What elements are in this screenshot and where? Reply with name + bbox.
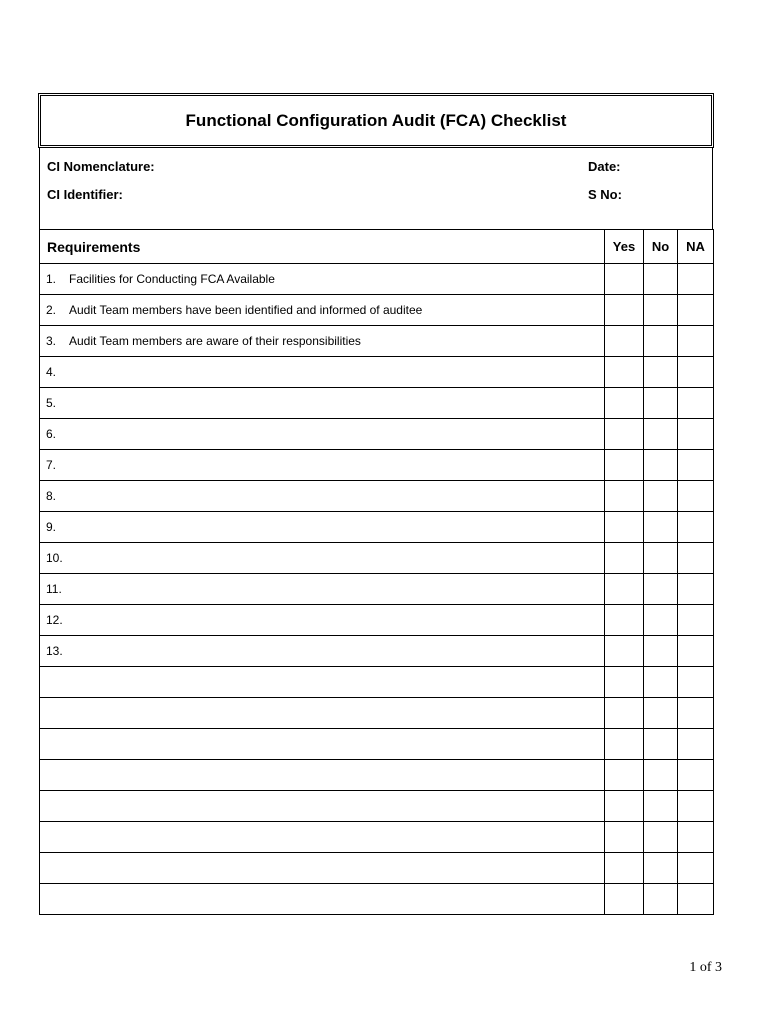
na-checkbox-cell[interactable]: [678, 853, 714, 884]
no-checkbox-cell[interactable]: [644, 543, 678, 574]
page-title: Functional Configuration Audit (FCA) Checklist: [185, 110, 567, 130]
requirement-cell[interactable]: [40, 295, 605, 326]
table-row: [40, 295, 714, 326]
requirement-cell[interactable]: [40, 636, 605, 667]
yes-checkbox-cell[interactable]: [605, 357, 644, 388]
yes-checkbox-cell[interactable]: [605, 264, 644, 295]
requirement-cell[interactable]: [40, 326, 605, 357]
table-row: [40, 667, 714, 698]
na-checkbox-cell[interactable]: [678, 450, 714, 481]
no-checkbox-cell[interactable]: [644, 760, 678, 791]
requirement-number: 13.: [46, 644, 63, 658]
na-checkbox-cell[interactable]: [678, 388, 714, 419]
yes-checkbox-cell[interactable]: [605, 295, 644, 326]
no-checkbox-cell[interactable]: [644, 419, 678, 450]
requirement-text: Facilities for Conducting FCA Available: [69, 272, 275, 286]
yes-checkbox-cell[interactable]: [605, 450, 644, 481]
table-row: [40, 729, 714, 760]
requirement-number: 7.: [46, 458, 57, 472]
no-checkbox-cell[interactable]: [644, 264, 678, 295]
requirement-text: Audit Team members have been identified and informed of auditee: [69, 303, 423, 317]
yes-checkbox-cell[interactable]: [605, 388, 644, 419]
requirement-text: Audit Team members are aware of their responsibilities: [69, 334, 361, 348]
checklist-sheet: [39, 94, 713, 915]
no-checkbox-cell[interactable]: [644, 698, 678, 729]
na-checkbox-cell[interactable]: [678, 481, 714, 512]
requirement-cell[interactable]: [40, 574, 605, 605]
na-checkbox-cell[interactable]: [678, 698, 714, 729]
requirement-number: 3.: [46, 334, 57, 348]
yes-checkbox-cell[interactable]: [605, 481, 644, 512]
no-checkbox-cell[interactable]: [644, 357, 678, 388]
table-header-row: [40, 230, 714, 264]
header-requirements: Requirements: [40, 230, 605, 264]
table-row: [40, 853, 714, 884]
requirement-number: 11.: [46, 582, 62, 596]
requirement-cell[interactable]: [40, 388, 605, 419]
requirement-number: 12.: [46, 613, 63, 627]
na-checkbox-cell[interactable]: [678, 605, 714, 636]
requirement-cell[interactable]: [40, 419, 605, 450]
requirement-cell[interactable]: [40, 264, 605, 295]
table-row: [40, 357, 714, 388]
requirement-number: 10.: [46, 551, 63, 565]
no-checkbox-cell[interactable]: [644, 295, 678, 326]
requirement-cell[interactable]: [40, 760, 605, 791]
requirement-number: 6.: [46, 427, 57, 441]
na-checkbox-cell[interactable]: [678, 357, 714, 388]
table-row: [40, 264, 714, 295]
requirement-cell[interactable]: [40, 605, 605, 636]
requirement-number: 5.: [46, 396, 57, 410]
requirement-cell[interactable]: [40, 357, 605, 388]
no-checkbox-cell[interactable]: [644, 667, 678, 698]
na-checkbox-cell[interactable]: [678, 295, 714, 326]
na-checkbox-cell[interactable]: [678, 543, 714, 574]
yes-checkbox-cell[interactable]: [605, 791, 644, 822]
yes-checkbox-cell[interactable]: [605, 822, 644, 853]
table-row: [40, 636, 714, 667]
requirement-cell[interactable]: [40, 481, 605, 512]
no-checkbox-cell[interactable]: [644, 884, 678, 915]
yes-checkbox-cell[interactable]: [605, 760, 644, 791]
requirement-cell[interactable]: [40, 698, 605, 729]
yes-checkbox-cell[interactable]: [605, 419, 644, 450]
table-row: [40, 419, 714, 450]
page-number: 1 of 3: [689, 960, 722, 975]
table-row: [40, 698, 714, 729]
table-row: [40, 791, 714, 822]
requirement-cell[interactable]: [40, 667, 605, 698]
requirement-number: 1.: [46, 272, 57, 286]
table-row: [40, 884, 714, 915]
no-checkbox-cell[interactable]: [644, 729, 678, 760]
header-yes: Yes: [605, 230, 644, 264]
table-row: [40, 481, 714, 512]
no-checkbox-cell[interactable]: [644, 853, 678, 884]
table-row: [40, 760, 714, 791]
table-row: [40, 605, 714, 636]
requirement-number: 8.: [46, 489, 57, 503]
requirement-number: 9.: [46, 520, 57, 534]
table-row: [40, 512, 714, 543]
requirement-cell[interactable]: [40, 543, 605, 574]
na-checkbox-cell[interactable]: [678, 729, 714, 760]
table-row: [40, 543, 714, 574]
yes-checkbox-cell[interactable]: [605, 574, 644, 605]
requirement-number: 4.: [46, 365, 57, 379]
yes-checkbox-cell[interactable]: [605, 884, 644, 915]
na-checkbox-cell[interactable]: [678, 822, 714, 853]
requirement-cell[interactable]: [40, 853, 605, 884]
yes-checkbox-cell[interactable]: [605, 698, 644, 729]
no-checkbox-cell[interactable]: [644, 326, 678, 357]
na-checkbox-cell[interactable]: [678, 636, 714, 667]
requirement-cell[interactable]: [40, 450, 605, 481]
yes-checkbox-cell[interactable]: [605, 729, 644, 760]
requirement-cell[interactable]: [40, 512, 605, 543]
requirement-cell[interactable]: [40, 822, 605, 853]
info-section: [39, 147, 713, 229]
na-checkbox-cell[interactable]: [678, 512, 714, 543]
na-checkbox-cell[interactable]: [678, 760, 714, 791]
na-checkbox-cell[interactable]: [678, 326, 714, 357]
table-row: [40, 574, 714, 605]
na-checkbox-cell[interactable]: [678, 667, 714, 698]
s-no-label: S No:: [588, 187, 622, 202]
yes-checkbox-cell[interactable]: [605, 853, 644, 884]
requirement-number: 2.: [46, 303, 57, 317]
date-label: Date:: [588, 159, 621, 174]
table-row: [40, 450, 714, 481]
yes-checkbox-cell[interactable]: [605, 605, 644, 636]
ci-identifier-label: CI Identifier:: [47, 187, 123, 202]
na-checkbox-cell[interactable]: [678, 884, 714, 915]
requirements-table: [39, 229, 714, 915]
no-checkbox-cell[interactable]: [644, 605, 678, 636]
ci-nomenclature-label: CI Nomenclature:: [47, 159, 155, 174]
table-row: [40, 822, 714, 853]
na-checkbox-cell[interactable]: [678, 791, 714, 822]
no-checkbox-cell[interactable]: [644, 636, 678, 667]
no-checkbox-cell[interactable]: [644, 512, 678, 543]
header-no: No: [644, 230, 678, 264]
na-checkbox-cell[interactable]: [678, 574, 714, 605]
no-checkbox-cell[interactable]: [644, 481, 678, 512]
yes-checkbox-cell[interactable]: [605, 326, 644, 357]
yes-checkbox-cell[interactable]: [605, 543, 644, 574]
no-checkbox-cell[interactable]: [644, 791, 678, 822]
table-row: [40, 326, 714, 357]
requirement-cell[interactable]: [40, 884, 605, 915]
na-checkbox-cell[interactable]: [678, 419, 714, 450]
yes-checkbox-cell[interactable]: [605, 667, 644, 698]
no-checkbox-cell[interactable]: [644, 450, 678, 481]
no-checkbox-cell[interactable]: [644, 574, 678, 605]
table-row: [40, 388, 714, 419]
yes-checkbox-cell[interactable]: [605, 512, 644, 543]
header-na: NA: [678, 230, 714, 264]
requirement-cell[interactable]: [40, 729, 605, 760]
no-checkbox-cell[interactable]: [644, 388, 678, 419]
requirement-cell[interactable]: [40, 791, 605, 822]
title-box: [40, 95, 712, 146]
na-checkbox-cell[interactable]: [678, 264, 714, 295]
yes-checkbox-cell[interactable]: [605, 636, 644, 667]
no-checkbox-cell[interactable]: [644, 822, 678, 853]
